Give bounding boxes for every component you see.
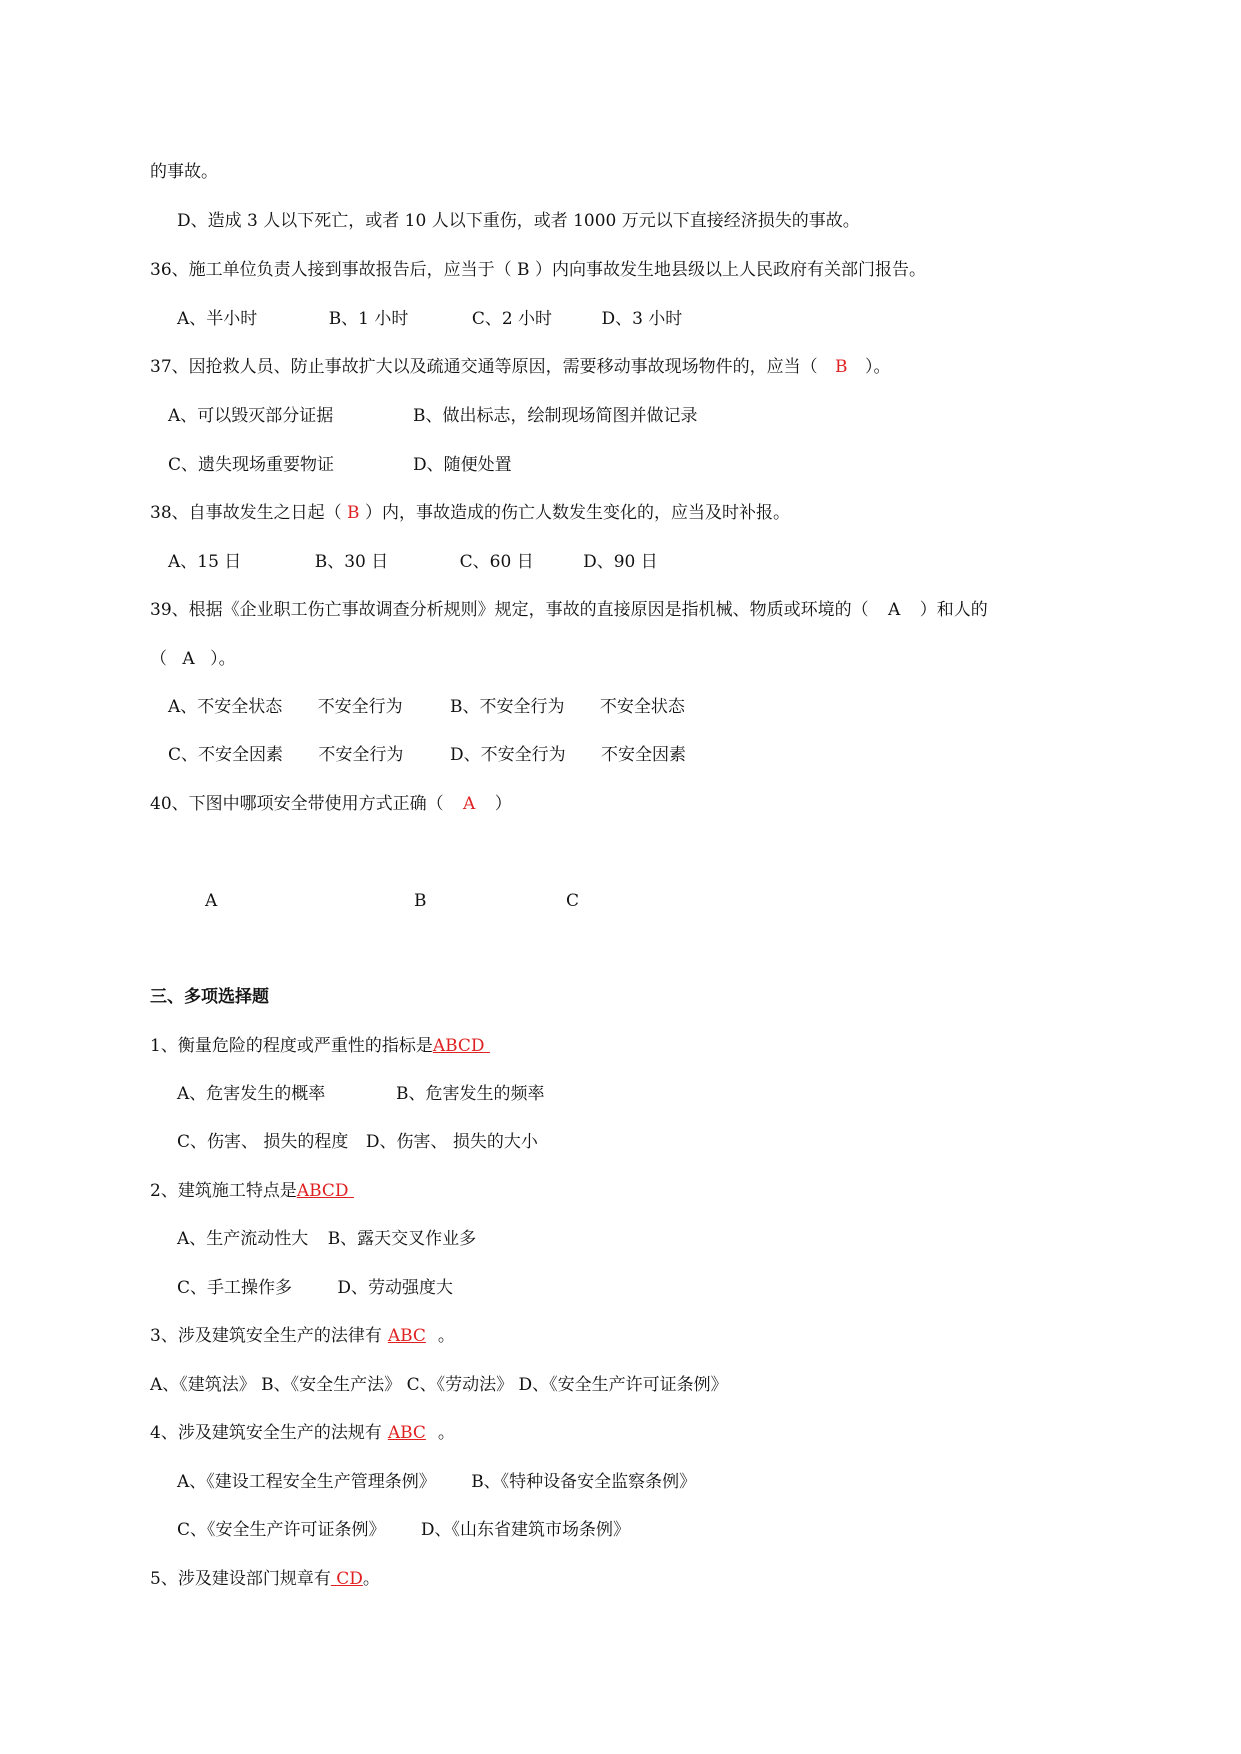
m2-options-ab	[177, 1227, 476, 1251]
m1-stem	[150, 1034, 490, 1058]
q40-figure-label-a: A	[205, 891, 218, 911]
m4-option-c: C、《安全生产许可证条例》	[177, 1520, 386, 1540]
q38-options	[168, 550, 658, 574]
m3-stem-pre: 3、涉及建筑安全生产的法律有	[150, 1326, 382, 1346]
q40-stem	[150, 792, 512, 816]
m4-option-d: D、《山东省建筑市场条例》	[420, 1520, 631, 1540]
q36-answer: B	[517, 260, 530, 280]
m5-stem	[150, 1567, 380, 1591]
m1-answer: ABCD	[432, 1036, 485, 1056]
q36-stem	[150, 258, 926, 282]
m2-option-b: B、露天交叉作业多	[327, 1229, 477, 1249]
m5-stem-pre: 5、涉及建设部门规章有	[150, 1569, 331, 1589]
q37-stem-pre: 37、因抢救人员、防止事故扩大以及疏通交通等原因，需要移动事故现场物件的，应当（	[150, 357, 818, 377]
q39-option-d-2: 不安全因素	[601, 745, 687, 765]
q36-stem-pre: 36、施工单位负责人接到事故报告后，应当于（	[150, 260, 512, 280]
q38-stem-pre: 38、自事故发生之日起（	[150, 503, 342, 523]
m2-options-cd	[177, 1276, 453, 1300]
m4-answer: ABC	[387, 1423, 426, 1443]
m4-options-cd	[177, 1518, 630, 1542]
m1-option-c: C、伤害、 损失的程度	[177, 1132, 349, 1152]
m3-stem	[150, 1324, 455, 1348]
q40-stem-pre: 40、下图中哪项安全带使用方式正确（	[150, 794, 444, 814]
q36-option-b: B、1 小时	[328, 309, 409, 329]
q35-option-d: D、造成 3 人以下死亡，或者 10 人以下重伤，或者 1000 万元以下直接经济损失的事故。	[177, 211, 860, 231]
q36-option-d: D、3 小时	[601, 309, 683, 329]
m4-option-b: B、《特种设备安全监察条例》	[471, 1472, 697, 1492]
q39-option-c-1: C、不安全因素	[168, 745, 284, 765]
m2-option-c: C、手工操作多	[177, 1278, 293, 1298]
q37-option-d: D、随便处置	[413, 455, 512, 475]
q37-option-c: C、遗失现场重要物证	[168, 455, 335, 475]
q39-stem	[150, 598, 988, 622]
m2-stem	[150, 1179, 354, 1203]
q38-answer: B	[347, 503, 360, 523]
m2-stem-pre: 2、建筑施工特点是	[150, 1181, 297, 1201]
m1-option-a: A、危害发生的概率	[177, 1084, 326, 1104]
q39-option-a-1: A、不安全状态	[168, 697, 283, 717]
q39-stem-line2	[150, 647, 236, 671]
section-3-title: 三、多项选择题	[150, 987, 269, 1007]
m3-stem-post: 。	[437, 1326, 455, 1346]
q39-option-a-2: 不安全行为	[317, 697, 403, 717]
m4-option-a: A、《建设工程安全生产管理条例》	[177, 1472, 436, 1492]
m2-option-a: A、生产流动性大	[177, 1229, 309, 1249]
q39-answer-1: A	[888, 600, 901, 620]
q38-option-c: C、60 日	[459, 552, 534, 572]
m4-options-ab	[177, 1470, 696, 1494]
q37-stem-post: ）。	[864, 357, 891, 377]
q39-option-d	[450, 743, 686, 767]
q36-options	[177, 307, 682, 331]
q39-option-c-2: 不安全行为	[318, 745, 404, 765]
q37-answer: B	[835, 357, 848, 377]
m4-stem-pre: 4、涉及建筑安全生产的法规有	[150, 1423, 382, 1443]
q38-stem-post: ）内，事故造成的伤亡人数发生变化的，应当及时补报。	[364, 503, 790, 523]
q39-stem-pre: 39、根据《企业职工伤亡事故调查分析规则》规定，事故的直接原因是指机械、物质或环境的（	[150, 600, 869, 620]
q39-option-a	[168, 695, 403, 719]
m5-stem-post: 。	[362, 1569, 380, 1589]
q35-continuation: 的事故。	[150, 162, 218, 182]
q38-stem	[150, 501, 790, 525]
m4-stem	[150, 1421, 455, 1445]
q39-option-d-1: D、不安全行为	[450, 745, 566, 765]
m1-stem-pre: 1、衡量危险的程度或严重性的指标是	[150, 1036, 433, 1056]
m1-options-cd	[177, 1130, 538, 1154]
m2-answer: ABCD	[296, 1181, 349, 1201]
q37-option-a: A、可以毁灭部分证据	[168, 406, 334, 426]
q39-stem-post2: ）。	[210, 649, 236, 669]
m5-answer: CD	[336, 1569, 363, 1589]
q40-figure-label-c: C	[566, 891, 580, 911]
q38-option-d: D、90 日	[583, 552, 658, 572]
m1-option-b: B、危害发生的频率	[396, 1084, 545, 1104]
q36-option-c: C、2 小时	[471, 309, 553, 329]
q38-option-a: A、15 日	[168, 552, 242, 572]
q39-option-c	[168, 743, 403, 767]
q39-option-b-1: B、不安全行为	[450, 697, 565, 717]
q39-option-b-2: 不安全状态	[599, 697, 685, 717]
q40-stem-post: ）	[494, 794, 512, 814]
m4-stem-post: 。	[437, 1423, 455, 1443]
q38-option-b: B、30 日	[314, 552, 389, 572]
q40-answer: A	[463, 794, 476, 814]
m3-options: A、《建筑法》 B、《安全生产法》 C、《劳动法》 D、《安全生产许可证条例》	[150, 1375, 728, 1395]
q40-figure-label-b: B	[414, 891, 427, 911]
q36-stem-post: ）内向事故发生地县级以上人民政府有关部门报告。	[534, 260, 926, 280]
m2-option-d: D、劳动强度大	[337, 1278, 454, 1298]
q39-stem-mid: ）和人的	[919, 600, 988, 620]
q37-stem	[150, 355, 890, 379]
q36-option-a: A、半小时	[177, 309, 258, 329]
q39-option-b	[450, 695, 685, 719]
m3-answer: ABC	[387, 1326, 426, 1346]
q39-stem-pre2: （	[150, 649, 167, 669]
q39-answer-2: A	[182, 649, 195, 669]
q37-option-b: B、做出标志，绘制现场简图并做记录	[413, 406, 698, 426]
m1-option-d: D、伤害、 损失的大小	[365, 1132, 538, 1152]
